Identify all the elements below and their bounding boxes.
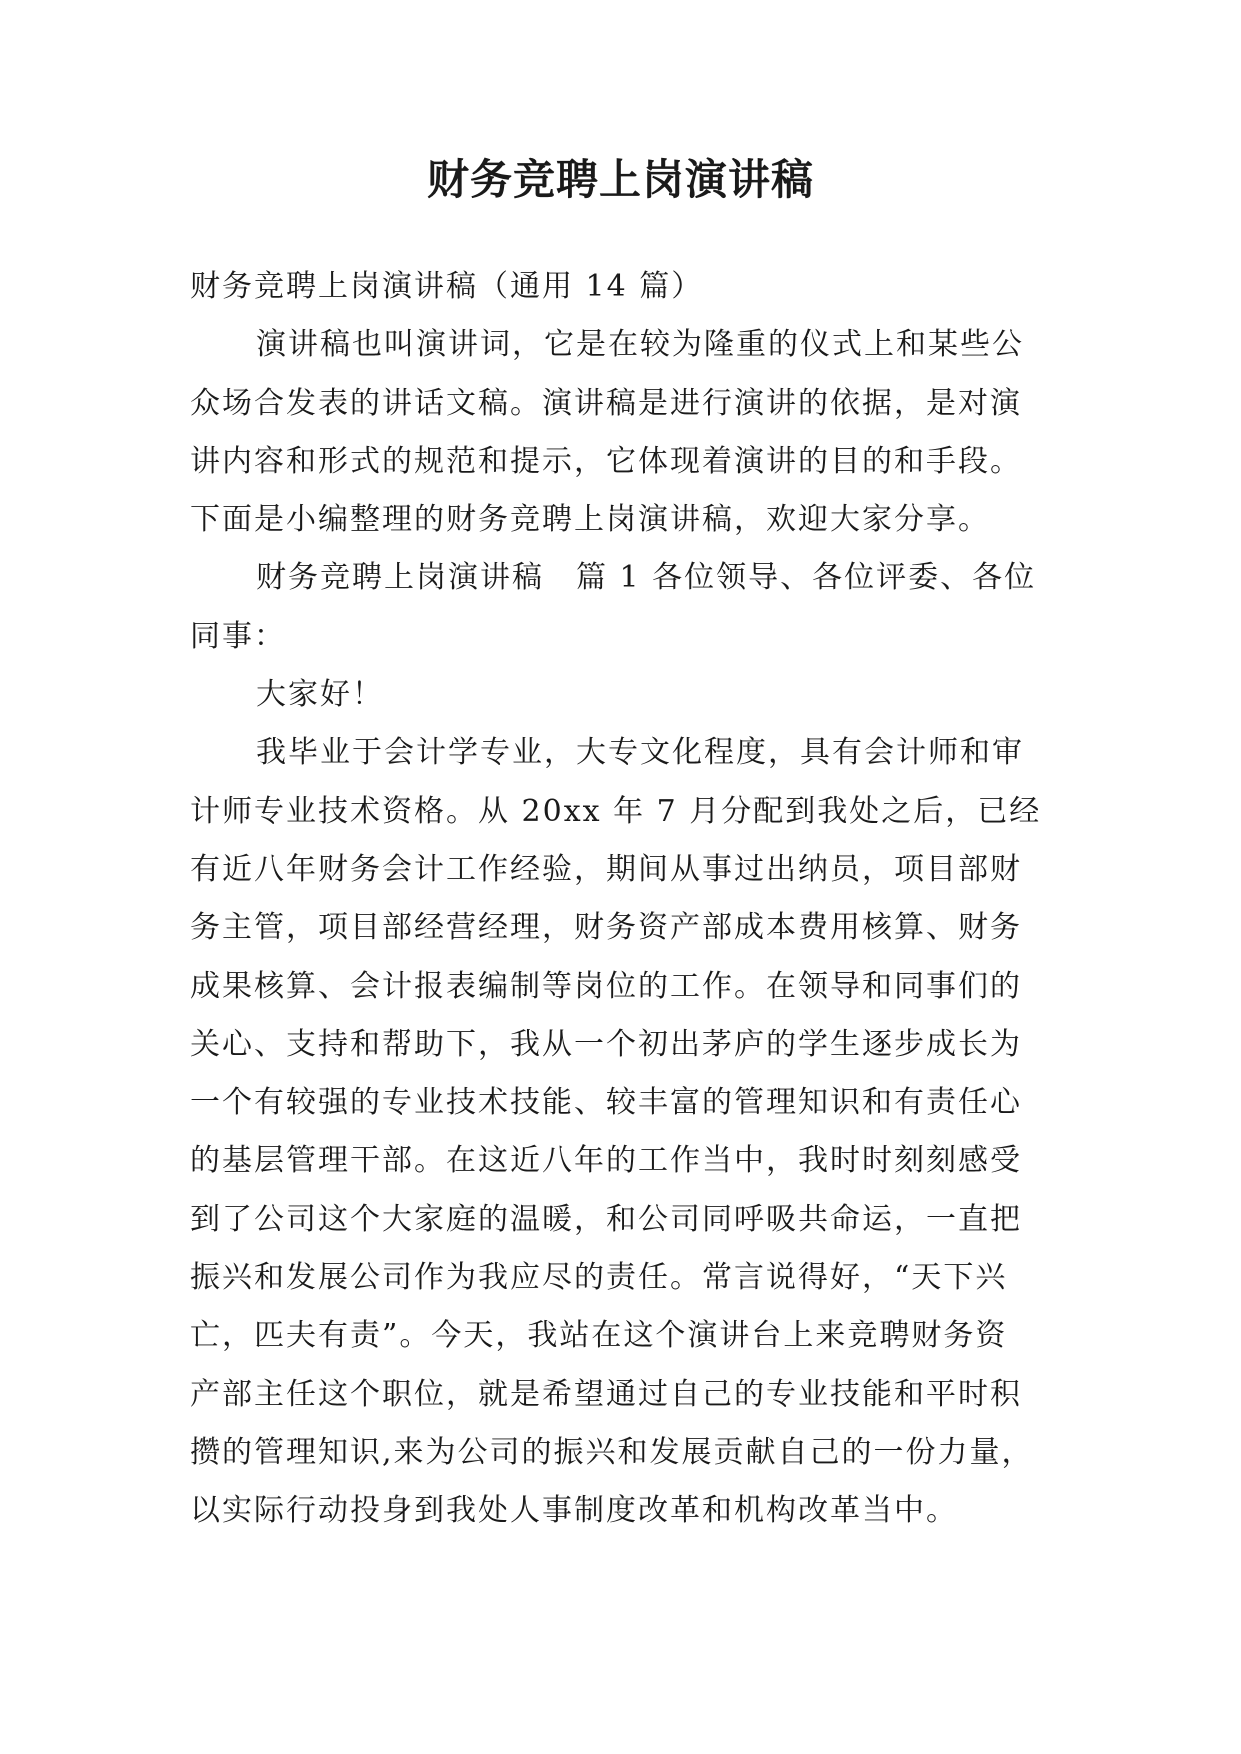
paragraph-line: 的基层管理干部。在这近八年的工作当中，我时时刻刻感受	[190, 1143, 1022, 1179]
paragraph-line: 亡，匹夫有责”。今天，我站在这个演讲台上来竞聘财务资	[190, 1318, 1008, 1354]
paragraph-line: 振兴和发展公司作为我应尽的责任。常言说得好，“天下兴	[190, 1260, 1008, 1296]
paragraph-line: 务主管，项目部经营经理，财务资产部成本费用核算、财务	[190, 910, 1022, 946]
paragraph-line: 到了公司这个大家庭的温暖，和公司同呼吸共命运，一直把	[190, 1201, 1022, 1237]
paragraph-line: 演讲稿也叫演讲词，它是在较为隆重的仪式上和某些公	[256, 327, 1024, 363]
paragraph-line: 讲内容和形式的规范和提示，它体现着演讲的目的和手段。	[190, 443, 1022, 479]
paragraph-line: 我毕业于会计学专业，大专文化程度，具有会计师和审	[256, 735, 1024, 771]
paragraph-line: 关心、支持和帮助下，我从一个初出茅庐的学生逐步成长为	[190, 1026, 1022, 1062]
paragraph-line: 众场合发表的讲话文稿。演讲稿是进行演讲的依据，是对演	[190, 385, 1022, 421]
paragraph-line: 财务竞聘上岗演讲稿 篇 1 各位领导、各位评委、各位	[256, 560, 1037, 596]
document-body	[190, 258, 1070, 1541]
paragraph-line: 一个有较强的专业技术技能、较丰富的管理知识和有责任心	[190, 1085, 1022, 1121]
paragraph-line: 攒的管理知识,来为公司的振兴和发展贡献自己的一份力量，	[190, 1434, 1034, 1470]
paragraph-line: 有近八年财务会计工作经验，期间从事过出纳员，项目部财	[190, 851, 1022, 887]
paragraph-line: 成果核算、会计报表编制等岗位的工作。在领导和同事们的	[190, 968, 1022, 1004]
subtitle-line: 财务竞聘上岗演讲稿（通用 14 篇）	[190, 269, 704, 304]
greeting-line: 大家好！	[256, 677, 384, 713]
paragraph-line: 产部主任这个职位，就是希望通过自己的专业技能和平时积	[190, 1376, 1022, 1412]
paragraph-line: 同事：	[190, 618, 286, 654]
paragraph-line: 下面是小编整理的财务竞聘上岗演讲稿，欢迎大家分享。	[190, 502, 990, 538]
document-title: 财务竞聘上岗演讲稿	[426, 155, 814, 204]
paragraph-line: 计师专业技术资格。从 20xx 年 7 月分配到我处之后，已经	[190, 793, 1042, 829]
paragraph-line: 以实际行动投身到我处人事制度改革和机构改革当中。	[190, 1493, 958, 1529]
